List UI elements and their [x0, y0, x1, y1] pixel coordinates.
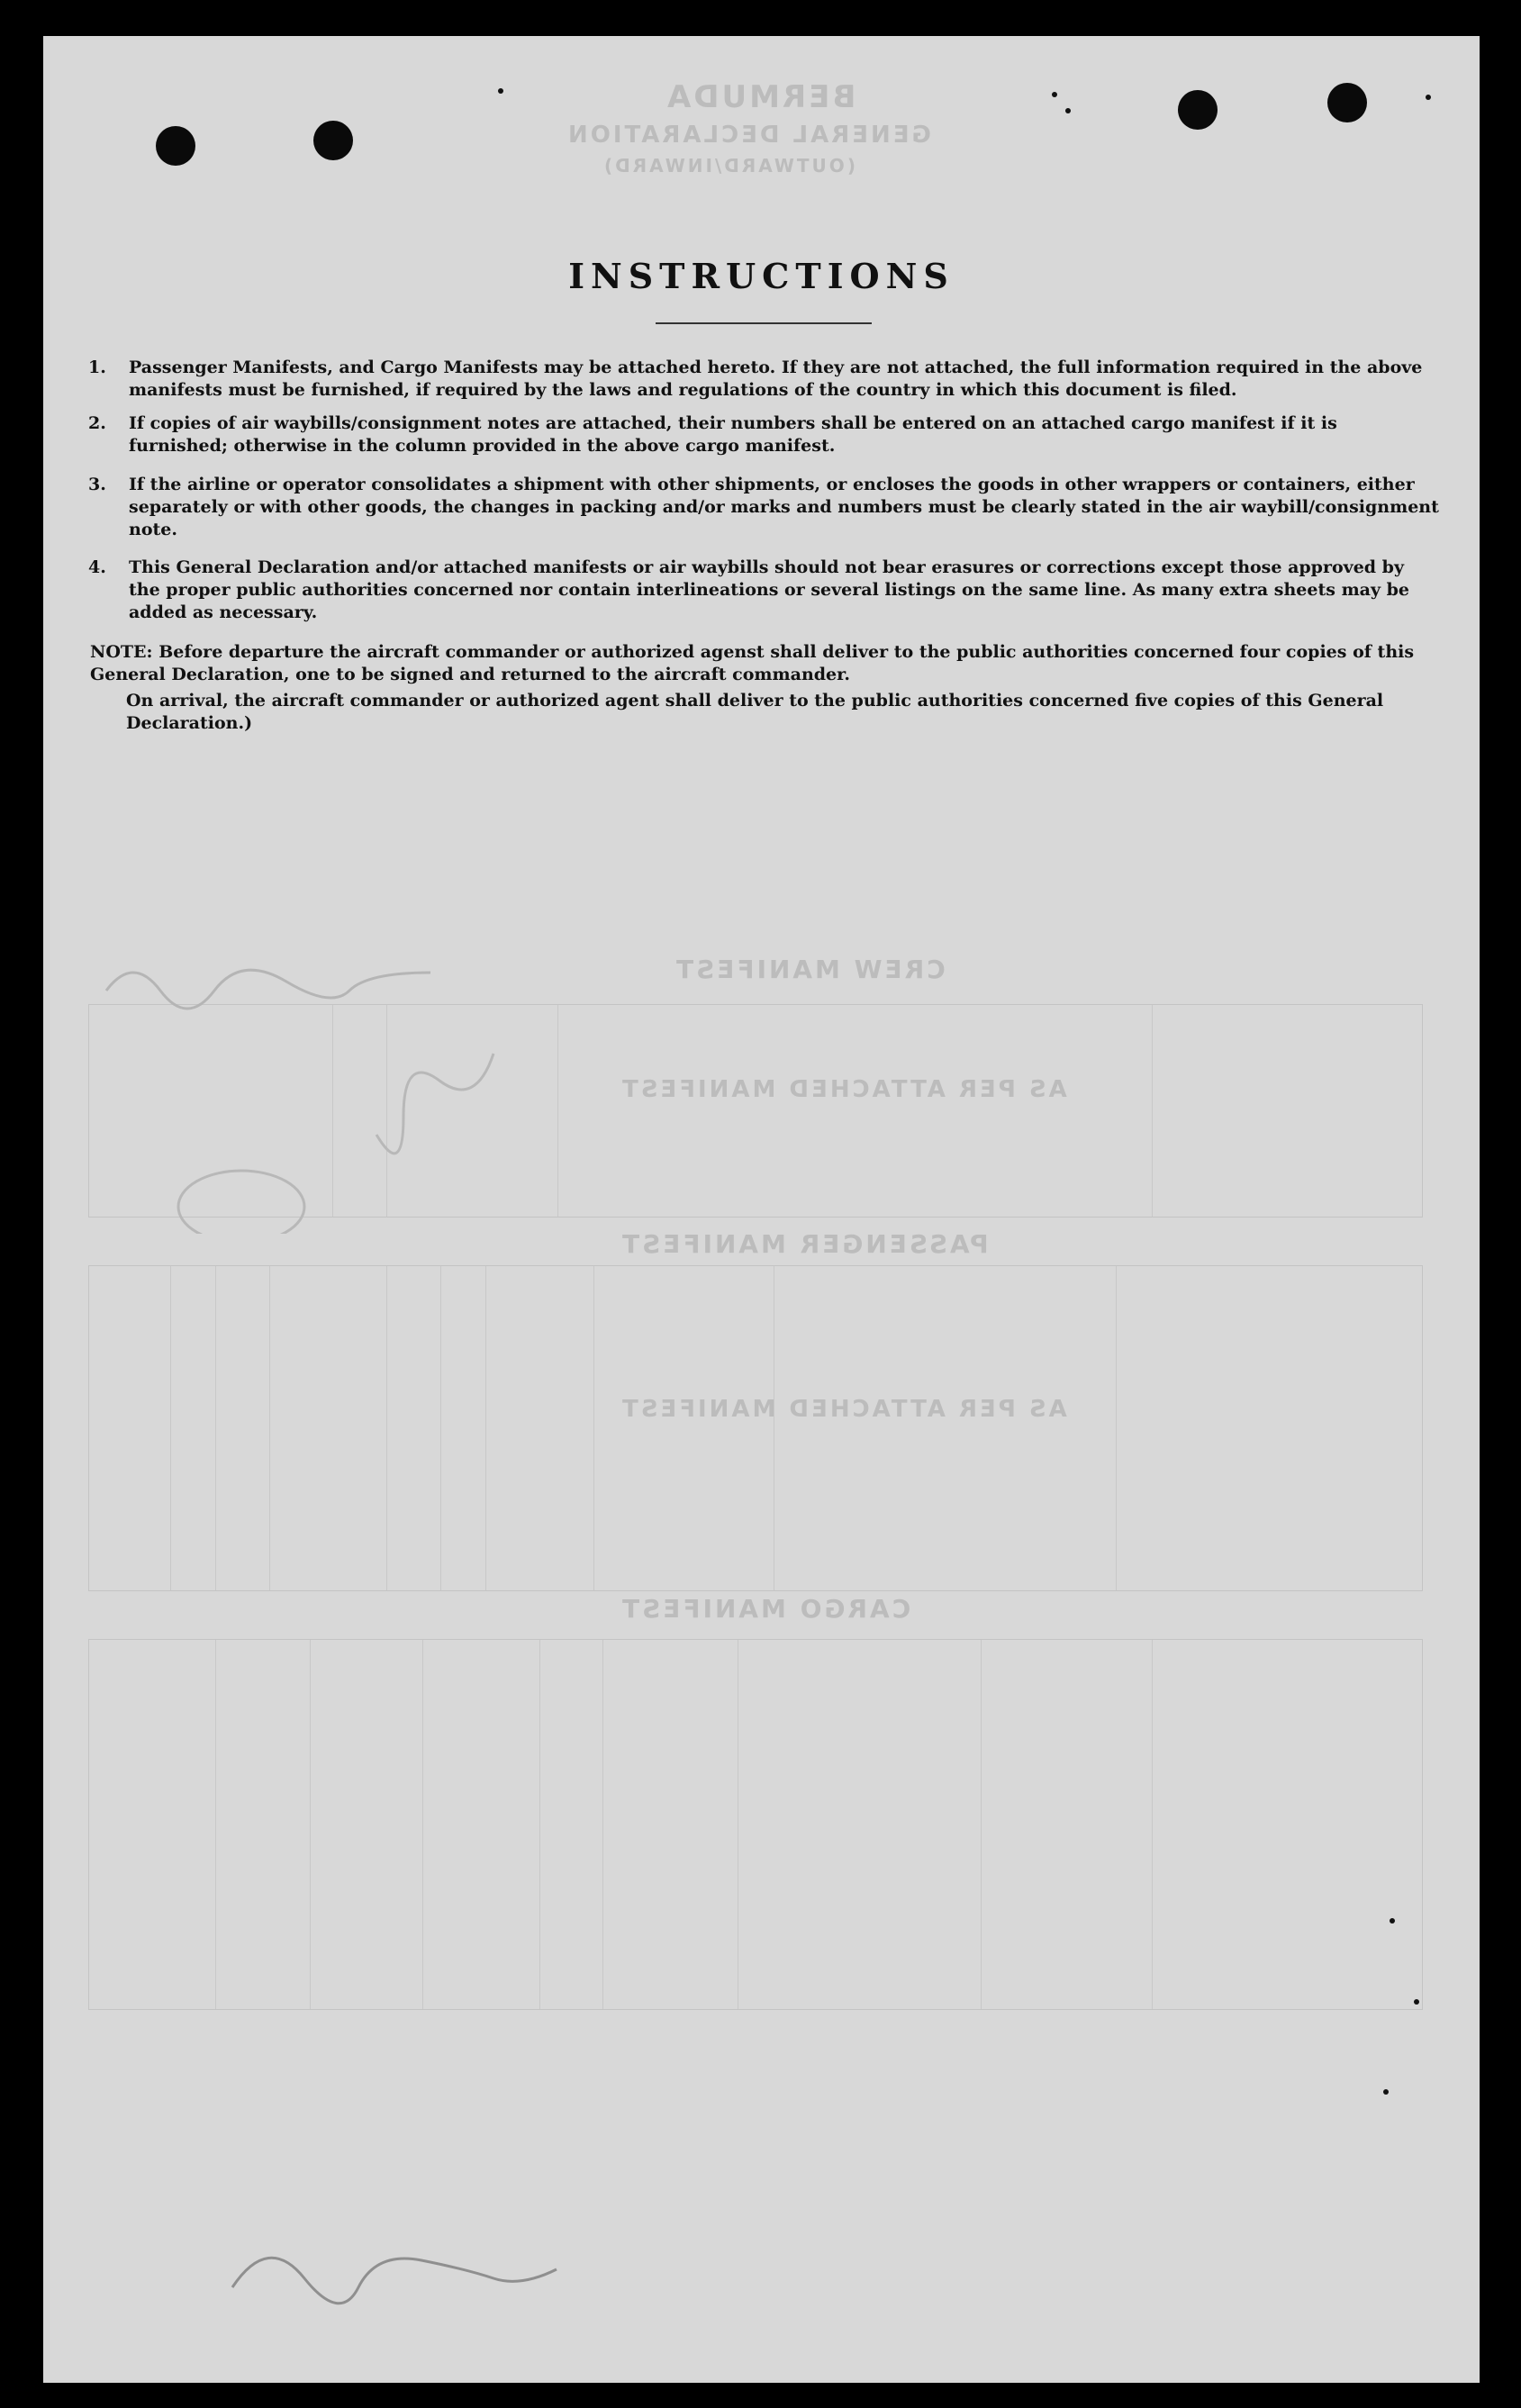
- punch-hole: [313, 121, 353, 160]
- punch-hole: [156, 126, 195, 166]
- speck: [1065, 108, 1071, 113]
- note-departure-text: Before departure the aircraft commander or authorized agenst shall deliver to the public authorities concerned four copies of this General Declaration, one to be signed and returned to the aircraft commander.: [90, 642, 1415, 684]
- ghost-form-name: GENERAL DECLARATION: [566, 122, 931, 149]
- ghost-cargo-manifest: CARGO MANIFEST: [620, 1594, 911, 1624]
- ghost-country: BERMUDA: [665, 79, 856, 115]
- ghost-passenger-table: [88, 1265, 1423, 1591]
- title-rule: [656, 322, 872, 324]
- instruction-item: [88, 557, 1439, 624]
- instruction-item: [88, 357, 1439, 402]
- instruction-item: [88, 474, 1439, 541]
- instruction-text: This General Declaration and/or attached manifests or air waybills should not bear erasures or corrections except those approved by the proper public authorities concerned nor contain interlineations or several listings on the same line. As many extra sheets may be added as necessary.: [129, 557, 1410, 622]
- ghost-signature: [223, 2233, 584, 2305]
- ghost-signature: [97, 946, 602, 1234]
- ghost-direction: (OUTWARD/INWARD): [602, 155, 856, 177]
- ghost-crew-manifest: CREW MANIFEST: [674, 955, 946, 984]
- ghost-as-per-attached: AS PER ATTACHED MANIFEST: [620, 1396, 1067, 1423]
- note-arrival-text: On arrival, the aircraft commander or authorized agent shall deliver to the public authorities concerned five copies of this General Declaration.): [126, 691, 1384, 733]
- punch-hole: [1327, 83, 1367, 122]
- speck: [1426, 95, 1431, 100]
- ghost-as-per-attached: AS PER ATTACHED MANIFEST: [620, 1076, 1067, 1103]
- instruction-number: 1.: [88, 358, 106, 377]
- speck: [498, 88, 503, 94]
- punch-hole: [1178, 90, 1218, 130]
- ghost-cargo-table: [88, 1639, 1423, 2010]
- ghost-passenger-manifest: PASSENGER MANIFEST: [620, 1229, 989, 1259]
- document-sheet: [43, 36, 1480, 2383]
- instruction-text: If the airline or operator consolidates a shipment with other shipments, or encloses the goods in other wrappers or containers, either separately or with other goods, the changes in packing and/or marks and numbers must be clearly stated in the air waybill/consignment note.: [129, 475, 1439, 539]
- note-departure: [90, 641, 1441, 686]
- instruction-number: 2.: [88, 413, 106, 433]
- instruction-text: Passenger Manifests, and Cargo Manifests may be attached hereto. If they are not attached, the full information required in the above manifests must be furnished, if required by the laws and regulations of the country in which this document is filed.: [129, 358, 1423, 400]
- page-title: INSTRUCTIONS: [568, 256, 955, 296]
- instruction-item: [88, 412, 1439, 457]
- instruction-number: 4.: [88, 557, 106, 577]
- speck: [1052, 92, 1057, 97]
- instruction-number: 3.: [88, 475, 106, 494]
- note-label: NOTE:: [90, 642, 153, 662]
- note-arrival: [90, 690, 1441, 735]
- instruction-text: If copies of air waybills/consignment notes are attached, their numbers shall be entered on an attached cargo manifest if it is furnished; otherwise in the column provided in the above cargo manifest.: [129, 413, 1337, 456]
- speck: [1383, 2089, 1389, 2095]
